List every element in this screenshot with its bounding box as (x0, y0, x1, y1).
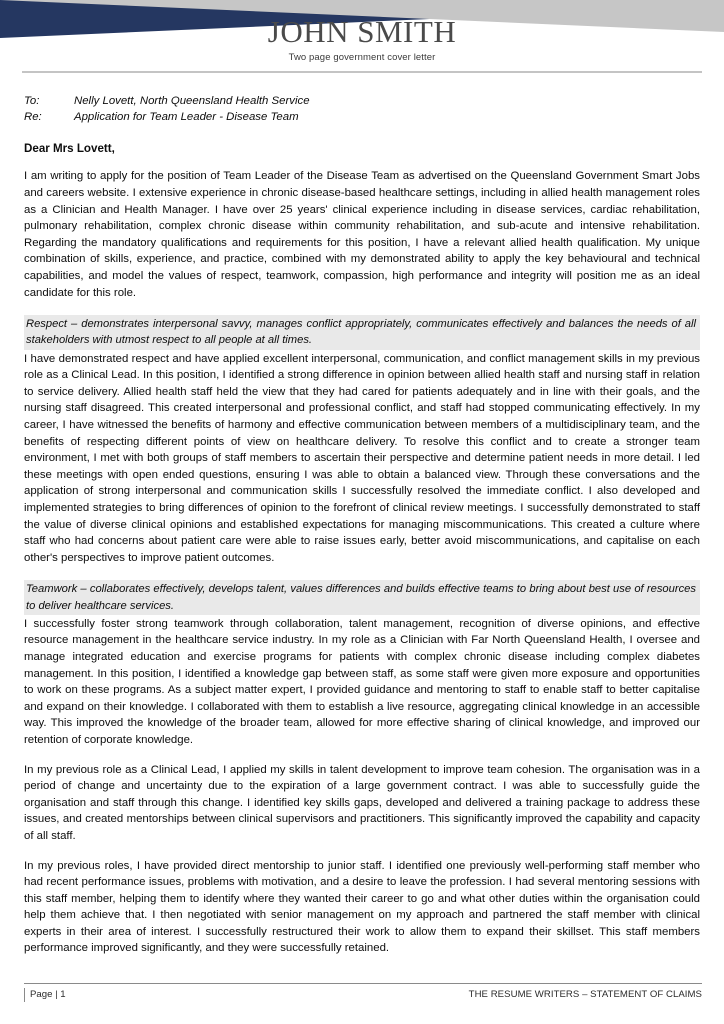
to-value: Nelly Lovett, North Queensland Health Service (74, 95, 310, 107)
re-value: Application for Team Leader - Disease Team (74, 111, 299, 124)
page-title: JOHN SMITH (267, 14, 457, 49)
criterion-heading-teamwork: Teamwork – collaborates effectively, develops talent, values differences and builds effective teams to bring about best use of resources to deliver healthcare services. (24, 580, 700, 614)
header-divider (22, 71, 702, 73)
document-header (0, 0, 724, 80)
salutation: Dear Mrs Lovett, (24, 142, 115, 156)
to-row (24, 93, 700, 109)
re-label: Re: (24, 111, 42, 124)
criterion-teamwork-paragraph-1: I successfully foster strong teamwork through collaboration, talent management, recognition of diverse opinions, and effective resource management in the healthcare service industry. In my role as a Clinician with Far North Queensland Health, I oversee and manage integrated education and exercise programs for patients with complex chronic disease including complex diabetes management. In this position, I identified a knowledge gap between staff, as some staff were given more exposure and opportunities to work on these programs. As a subject matter expert, I provided guidance and mentoring to staff to enable staff to better capitalise and expand on their knowledge. I collaborated with them to establish a live resource, aggregating clinical knowledge in an accessible way. This improved the knowledge of the broader team, allowed for more effective sharing of clinical knowledge, and improved our retention of corporate knowledge. (24, 617, 700, 746)
footer-page-number: Page | 1 (24, 988, 72, 1002)
page-subtitle: Two page government cover letter (288, 51, 436, 63)
criterion-teamwork-paragraph-3: In my previous roles, I have provided direct mentorship to junior staff. I identified one previously well-performing staff member who had recent performance issues, problems with motivation, and a desire to leave the profession. I had several mentoring sessions with this staff member, helping them to identify where they wanted their career to go and what other duties within the organisation could help them achieve that. I then negotiated with senior management on my approach and partnered the staff member with clinical experts in their area of interest. I successfully restructured their work to allow them to expand their skillset. This staff members performance improved significantly, and they were successfully retained. (24, 859, 700, 955)
recipient-block (24, 93, 700, 125)
re-row (24, 109, 700, 125)
to-label: To: (24, 95, 40, 107)
document-body (0, 80, 724, 957)
document-footer (24, 983, 702, 1002)
criterion-heading-respect: Respect – demonstrates interpersonal savvy, manages conflict appropriately, communicates effectively and balances the needs of all stakeholders with utmost respect to all people at all times. (24, 315, 700, 349)
footer-brand-label: THE RESUME WRITERS – STATEMENT OF CLAIMS (468, 989, 702, 1000)
intro-paragraph: I am writing to apply for the position of Team Leader of the Disease Team as advertised on the Queensland Government Smart Jobs and careers website. I extensive experience in chronic disease-based healthcare settings, including in allied health management roles as a Clinician and Health Manager. I have over 25 years' clinical experience including in disease services, cardiac rehabilitation, pulmonary rehabilitation, complex chronic disease within community rehabilitation, and sub-acute and intensive rehabilitation. Regarding the mandatory qualifications and requirements for this position, I have a relevant allied health qualification. My unique combination of skills, experience, and practice, combined with my demonstrated ability to apply the key behavioural and technical capabilities, and model the values of respect, teamwork, compassion, high performance and integrity will position me as an ideal candidate for this role. (24, 170, 700, 299)
criterion-respect-paragraph-1: I have demonstrated respect and have applied excellent interpersonal, communication, and conflict management skills in my previous role as a Clinical Lead. In this position, I identified a strong difference in opinion between allied health staff and nursing staff in relation to service delivery. Allied health staff held the view that they had cared for patients adequately and in line with their goals, and the nursing staff disagreed. This created interpersonal and professional conflict, and staff had stopped communicating effectively. In my career, I have witnessed the benefits of harmony and effective communication between members of a multidisciplinary team, and the benefits of respecting different points of view on healthcare delivery. To resolve this conflict and to create a stronger team environment, I met with both groups of staff members to ascertain their perspective and determine patient needs in more detail. I led these meetings with open ended questions, ensuring I was able to obtain a balanced view. Through these conversations and the application of strong interpersonal and communication skills I successfully resolved the immediate conflict. I also developed and implemented strategies to bring differences of opinion to the forefront of clinical review meetings. I successfully demonstrated to staff the value of diverse clinical opinions and established expectations for managing miscommunications. This created a culture where staff who had concerns about patient care were able to raise issues early, better avoid miscommunications, and capitalise on each other's perspectives to improve patient outcomes. (24, 352, 700, 564)
criterion-teamwork-paragraph-2: In my previous role as a Clinical Lead, I applied my skills in talent development to improve team cohesion. The organisation was in a period of change and uncertainty due to the expiration of a large government contract. I was able to successfully guide the organisation and staff through this change. I identified key skills gaps, developed and delivered a training package to address these issues, and created mentorships between clinical supervisors and practitioners. This significantly improved the capability and capacity of all staff. (24, 763, 700, 842)
